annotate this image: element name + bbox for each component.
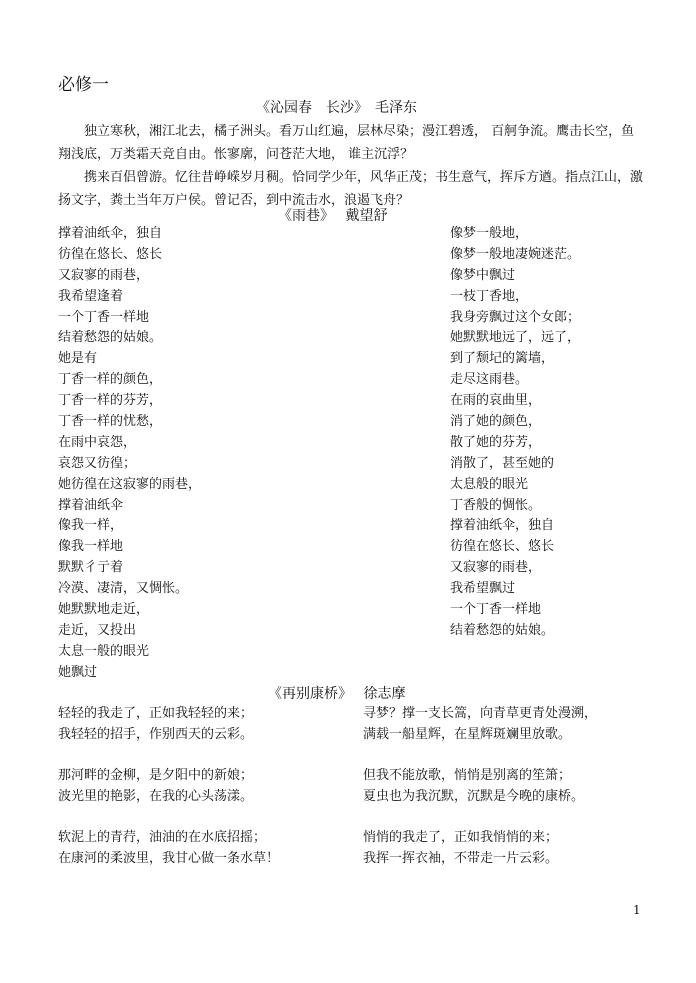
poem-line: 丁香一样的忧愁， xyxy=(58,414,163,430)
poem-line: 在康河的柔波里，我甘心做一条水草！ xyxy=(58,851,280,866)
poem-line: 又寂寥的雨巷， xyxy=(450,560,542,576)
poem1-paragraph: 独立寒秋，湘江北去，橘子洲头。看万山红遍，层林尽染；漫江碧透， 百舸争流。鹰击长空，鱼翔浅底，万类霜天竞自由。怅寥廓，问苍茫大地， 谁主沉浮？ xyxy=(58,124,635,162)
poem-line: 一枝丁香地， xyxy=(450,288,529,304)
poem-line: 撑着油纸伞 xyxy=(58,497,124,513)
poem-line: 又寂寥的雨巷， xyxy=(58,267,150,283)
poem-line: 像梦中飘过 xyxy=(450,267,516,283)
poem-line: 太息般的眼光 xyxy=(450,476,529,492)
poem-line: 寻梦？撑一支长篙，向青草更青处漫溯， xyxy=(363,706,598,721)
poem-line: 她是有 xyxy=(58,351,98,367)
poem-line: 在雨中哀怨， xyxy=(58,434,137,450)
poem2-right-column xyxy=(450,224,580,642)
poem-line: 消了她的颜色， xyxy=(450,414,542,430)
poem-line: 丁香一样的颜色， xyxy=(58,372,163,388)
poem2-left-column xyxy=(58,224,201,684)
poem3-right-stanza xyxy=(363,765,584,807)
poem1-paragraph: 携来百侣曾游。忆往昔峥嵘岁月稠。恰同学少年，风华正茂；书生意气，挥斥方遒。指点江山，激扬文字，粪土当年万户侯。曾记否，到中流击水，浪遏飞舟？ xyxy=(58,170,644,208)
poem-line: 散了她的芬芳， xyxy=(450,434,542,450)
poem-line: 哀怨又彷徨； xyxy=(58,455,137,471)
section-heading: 必修一 xyxy=(58,75,109,95)
poem-line: 彷徨在悠长、悠长 xyxy=(58,246,163,262)
poem-line: 波光里的艳影，在我的心头荡漾。 xyxy=(58,789,254,804)
poem1-title: 《沁园春 长沙》 毛泽东 xyxy=(256,100,417,116)
poem-line: 撑着油纸伞，独自 xyxy=(450,518,555,534)
poem-line: 到了颓圮的篱墙， xyxy=(450,351,555,367)
poem-line: 结着愁怨的姑娘。 xyxy=(450,622,555,638)
poem-line: 悄悄的我走了，正如我悄悄的来； xyxy=(363,830,559,845)
poem-line: 她彷徨在这寂寥的雨巷， xyxy=(58,476,202,492)
poem-line: 消散了，甚至她的 xyxy=(450,455,555,471)
poem-line: 她飘过 xyxy=(58,664,98,680)
poem-line: 我轻轻的招手，作别西天的云彩。 xyxy=(58,727,254,742)
poem-line: 她默默地远了，远了， xyxy=(450,330,581,346)
poem2-title: 《雨巷》 戴望舒 xyxy=(278,208,388,224)
poem-line: 丁香一样的芬芳， xyxy=(58,393,163,409)
poem3-right-stanza xyxy=(363,703,597,745)
poem-line: 在雨的哀曲里， xyxy=(450,393,542,409)
poem-line: 像梦一般地凄婉迷茫。 xyxy=(450,246,581,262)
poem-line: 我身旁飘过这个女郎； xyxy=(450,309,581,325)
poem-line: 轻轻的我走了，正如我轻轻的来； xyxy=(58,706,254,721)
poem-line: 太息一般的眼光 xyxy=(58,643,150,659)
poem-line: 我希望飘过 xyxy=(450,581,516,597)
poem-line: 像梦一般地， xyxy=(450,226,529,241)
page-number: 1 xyxy=(633,903,641,917)
poem3-left-stanza xyxy=(58,703,253,745)
poem-line: 夏虫也为我沉默，沉默是今晚的康桥。 xyxy=(363,789,585,804)
poem-line: 结着愁怨的姑娘。 xyxy=(58,330,163,346)
poem-line: 我挥一挥衣袖，不带走一片云彩。 xyxy=(363,851,559,866)
poem-line: 软泥上的青荇，油油的在水底招摇； xyxy=(58,830,267,845)
poem-line: 她默默地走近， xyxy=(58,602,150,618)
poem1-body xyxy=(58,120,646,212)
poem-line: 满载一船星辉，在星辉斑斓里放歌。 xyxy=(363,727,572,742)
poem-line: 走尽这雨巷。 xyxy=(450,372,529,388)
poem-line: 走近，又投出 xyxy=(58,622,137,638)
poem-line: 一个丁香一样地 xyxy=(58,309,150,325)
poem-line: 彷徨在悠长、悠长 xyxy=(450,539,555,555)
poem-line: 那河畔的金柳，是夕阳中的新娘； xyxy=(58,768,254,783)
poem-line: 丁香般的惆怅。 xyxy=(450,497,542,513)
poem3-left-stanza xyxy=(58,765,253,807)
poem3-right-stanza xyxy=(363,827,558,869)
poem-line: 我希望逢着 xyxy=(58,288,124,304)
poem-line: 冷漠、凄清，又惆怅。 xyxy=(58,581,189,597)
poem3-title: 《再别康桥》 徐志摩 xyxy=(268,686,406,702)
poem-line: 撑着油纸伞，独自 xyxy=(58,226,163,241)
poem-line: 默默彳亍着 xyxy=(58,560,124,576)
poem-line: 一个丁香一样地 xyxy=(450,602,542,618)
poem3-left-stanza xyxy=(58,827,279,869)
poem-line: 像我一样地 xyxy=(58,539,124,555)
poem-line: 像我一样， xyxy=(58,518,124,534)
poem-line: 但我不能放歌，悄悄是别离的笙箫； xyxy=(363,768,572,783)
